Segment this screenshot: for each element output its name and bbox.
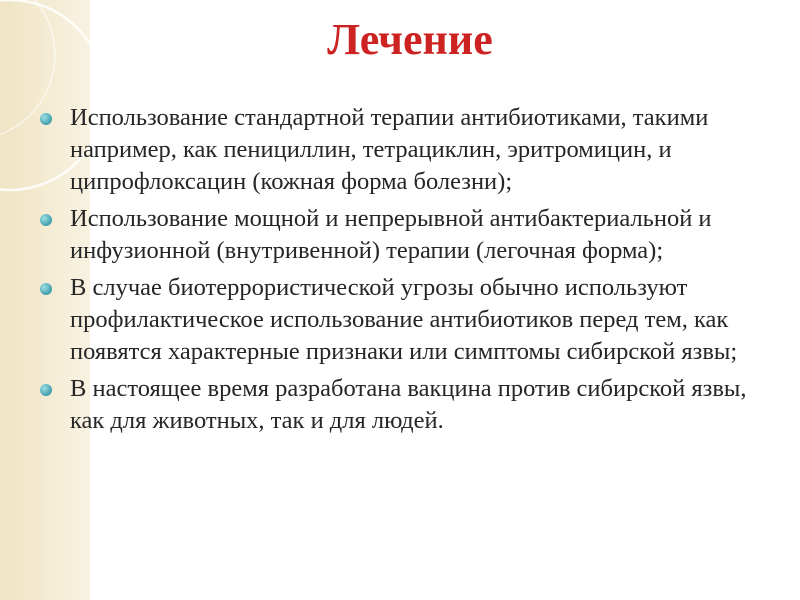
circle-bullet-icon [40, 283, 52, 295]
bullet-text: В настоящее время разработана вакцина против сибирской язвы, как для животных, так и для людей. [70, 375, 747, 434]
bullet-text: Использование стандартной терапии антибиотиками, такими например, как пенициллин, тетрациклин, эритромицин, и ципрофлоксацин (кожная форма болезни); [70, 104, 709, 195]
list-item [40, 102, 780, 198]
bullet-text: Использование мощной и непрерывной антибактериальной и инфузионной (внутривенной) терапии (легочная форма); [70, 205, 712, 264]
list-item [40, 272, 780, 368]
circle-bullet-icon [40, 214, 52, 226]
bullet-text: В случае биотеррористической угрозы обычно используют профилактическое использование антибиотиков перед тем, как появятся характерные признаки или симптомы сибирской язвы; [70, 274, 738, 365]
bullet-list [40, 102, 780, 442]
list-item [40, 373, 780, 437]
slide-title: Лечение [327, 15, 493, 64]
circle-bullet-icon [40, 113, 52, 125]
list-item [40, 203, 780, 267]
circle-bullet-icon [40, 384, 52, 396]
